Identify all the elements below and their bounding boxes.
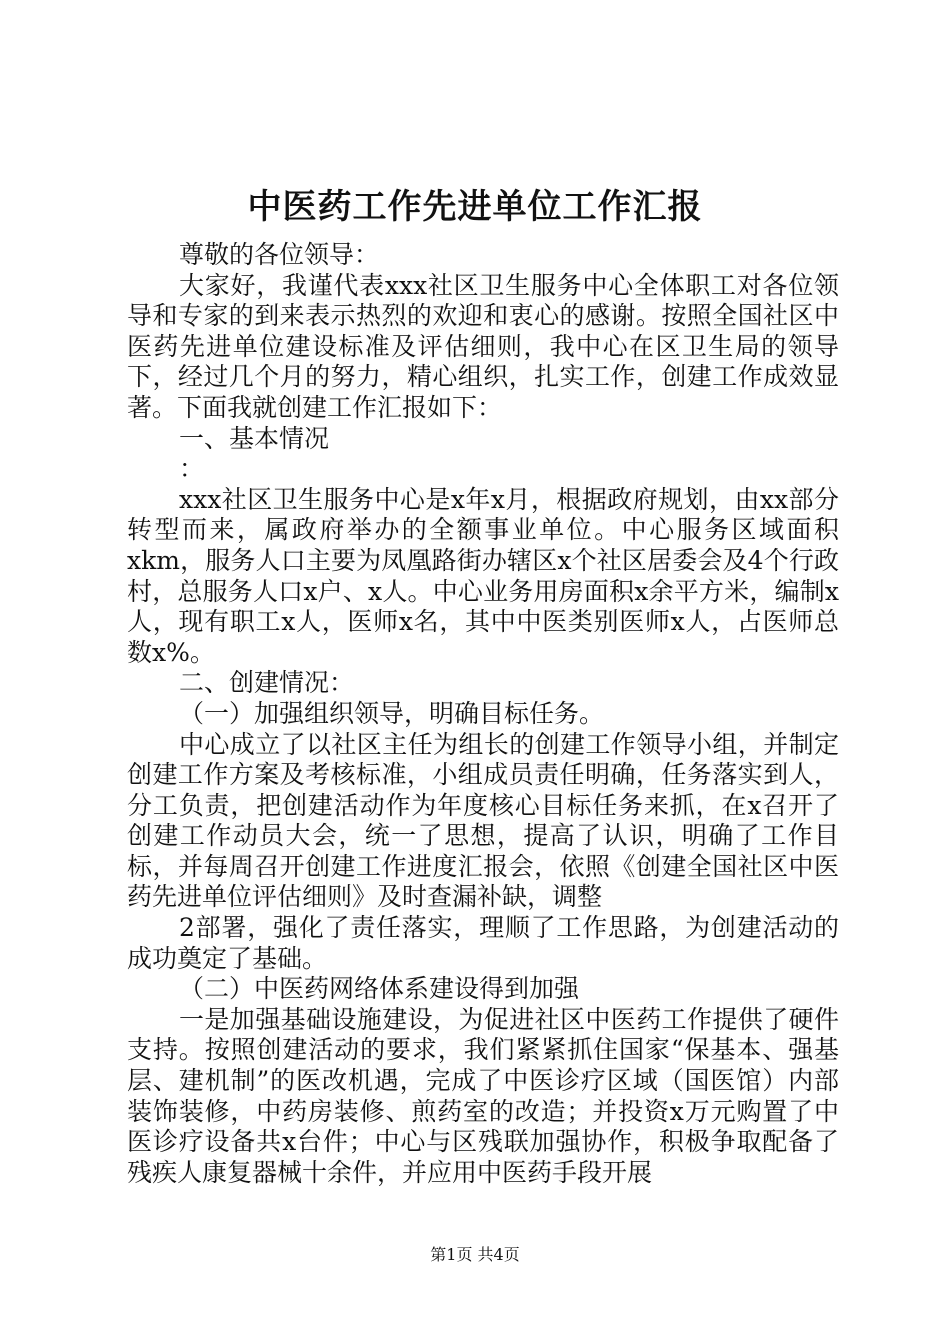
section-heading-creation: 二、创建情况： — [179, 668, 355, 698]
paragraph-basic-info: xxx社区卫生服务中心是x年x月，根据政府规划，由xx部分转型而来，属政府举办的全额事业单位。中心服务区域面积xkm，服务人口主要为凤凰路街办辖区x个社区居委会及4个行政村，总服务人口x户、x人。中心业务用房面积x余平方米，编制x人，现有职工x人，医师x名，其中中医类别医师x人，占医师总数x%。 — [127, 484, 839, 667]
paragraph-deployment: 2部署，强化了责任落实，理顺了工作思路，为创建活动的成功奠定了基础。 — [127, 913, 839, 973]
paragraph-infrastructure: 一是加强基础设施建设，为促进社区中医药工作提供了硬件支持。按照创建活动的要求，我们紧紧抓住国家“保基本、强基层、建机制”的医改机遇，完成了中医诊疗区域（国医馆）内部装饰装修，中药房装修、煎药室的改造；并投资x万元购置了中医诊疗设备共x台件；中心与区残联加强协作，积极争取配备了残疾人康复器械十余件，并应用中医药手段开展 — [127, 1004, 839, 1187]
page-footer: 第1页 共4页 — [430, 1245, 520, 1264]
section-heading-basic: 一、基本情况 — [179, 423, 330, 453]
paragraph-organization: 中心成立了以社区主任为组长的创建工作领导小组，并制定创建工作方案及考核标准，小组成员责任明确，任务落实到人，分工负责，把创建活动作为年度核心目标任务来抓，在x召开了创建工作动员大会，统一了思想，提高了认识，明确了工作目标，并每周召开创建工作进度汇报会，依照《创建全国社区中医药先进单位评估细则》及时查漏补缺，调整 — [127, 729, 839, 912]
paragraph-colon: ： — [179, 454, 205, 484]
document-title: 中医药工作先进单位工作汇报 — [247, 187, 703, 227]
document-body — [127, 240, 839, 1188]
paragraph-intro: 大家好，我谨代表xxx社区卫生服务中心全体职工对各位领导和专家的到来表示热烈的欢迎和衷心的感谢。按照全国社区中医药先进单位建设标准及评估细则，我中心在区卫生局的领导下，经过几个月的努力，精心组织，扎实工作，创建工作成效显著。下面我就创建工作汇报如下： — [127, 270, 839, 422]
salutation: 尊敬的各位领导： — [179, 240, 380, 269]
subsection-heading-1: （一）加强组织领导，明确目标任务。 — [179, 698, 605, 728]
subsection-heading-2: （二）中医药网络体系建设得到加强 — [179, 974, 580, 1004]
